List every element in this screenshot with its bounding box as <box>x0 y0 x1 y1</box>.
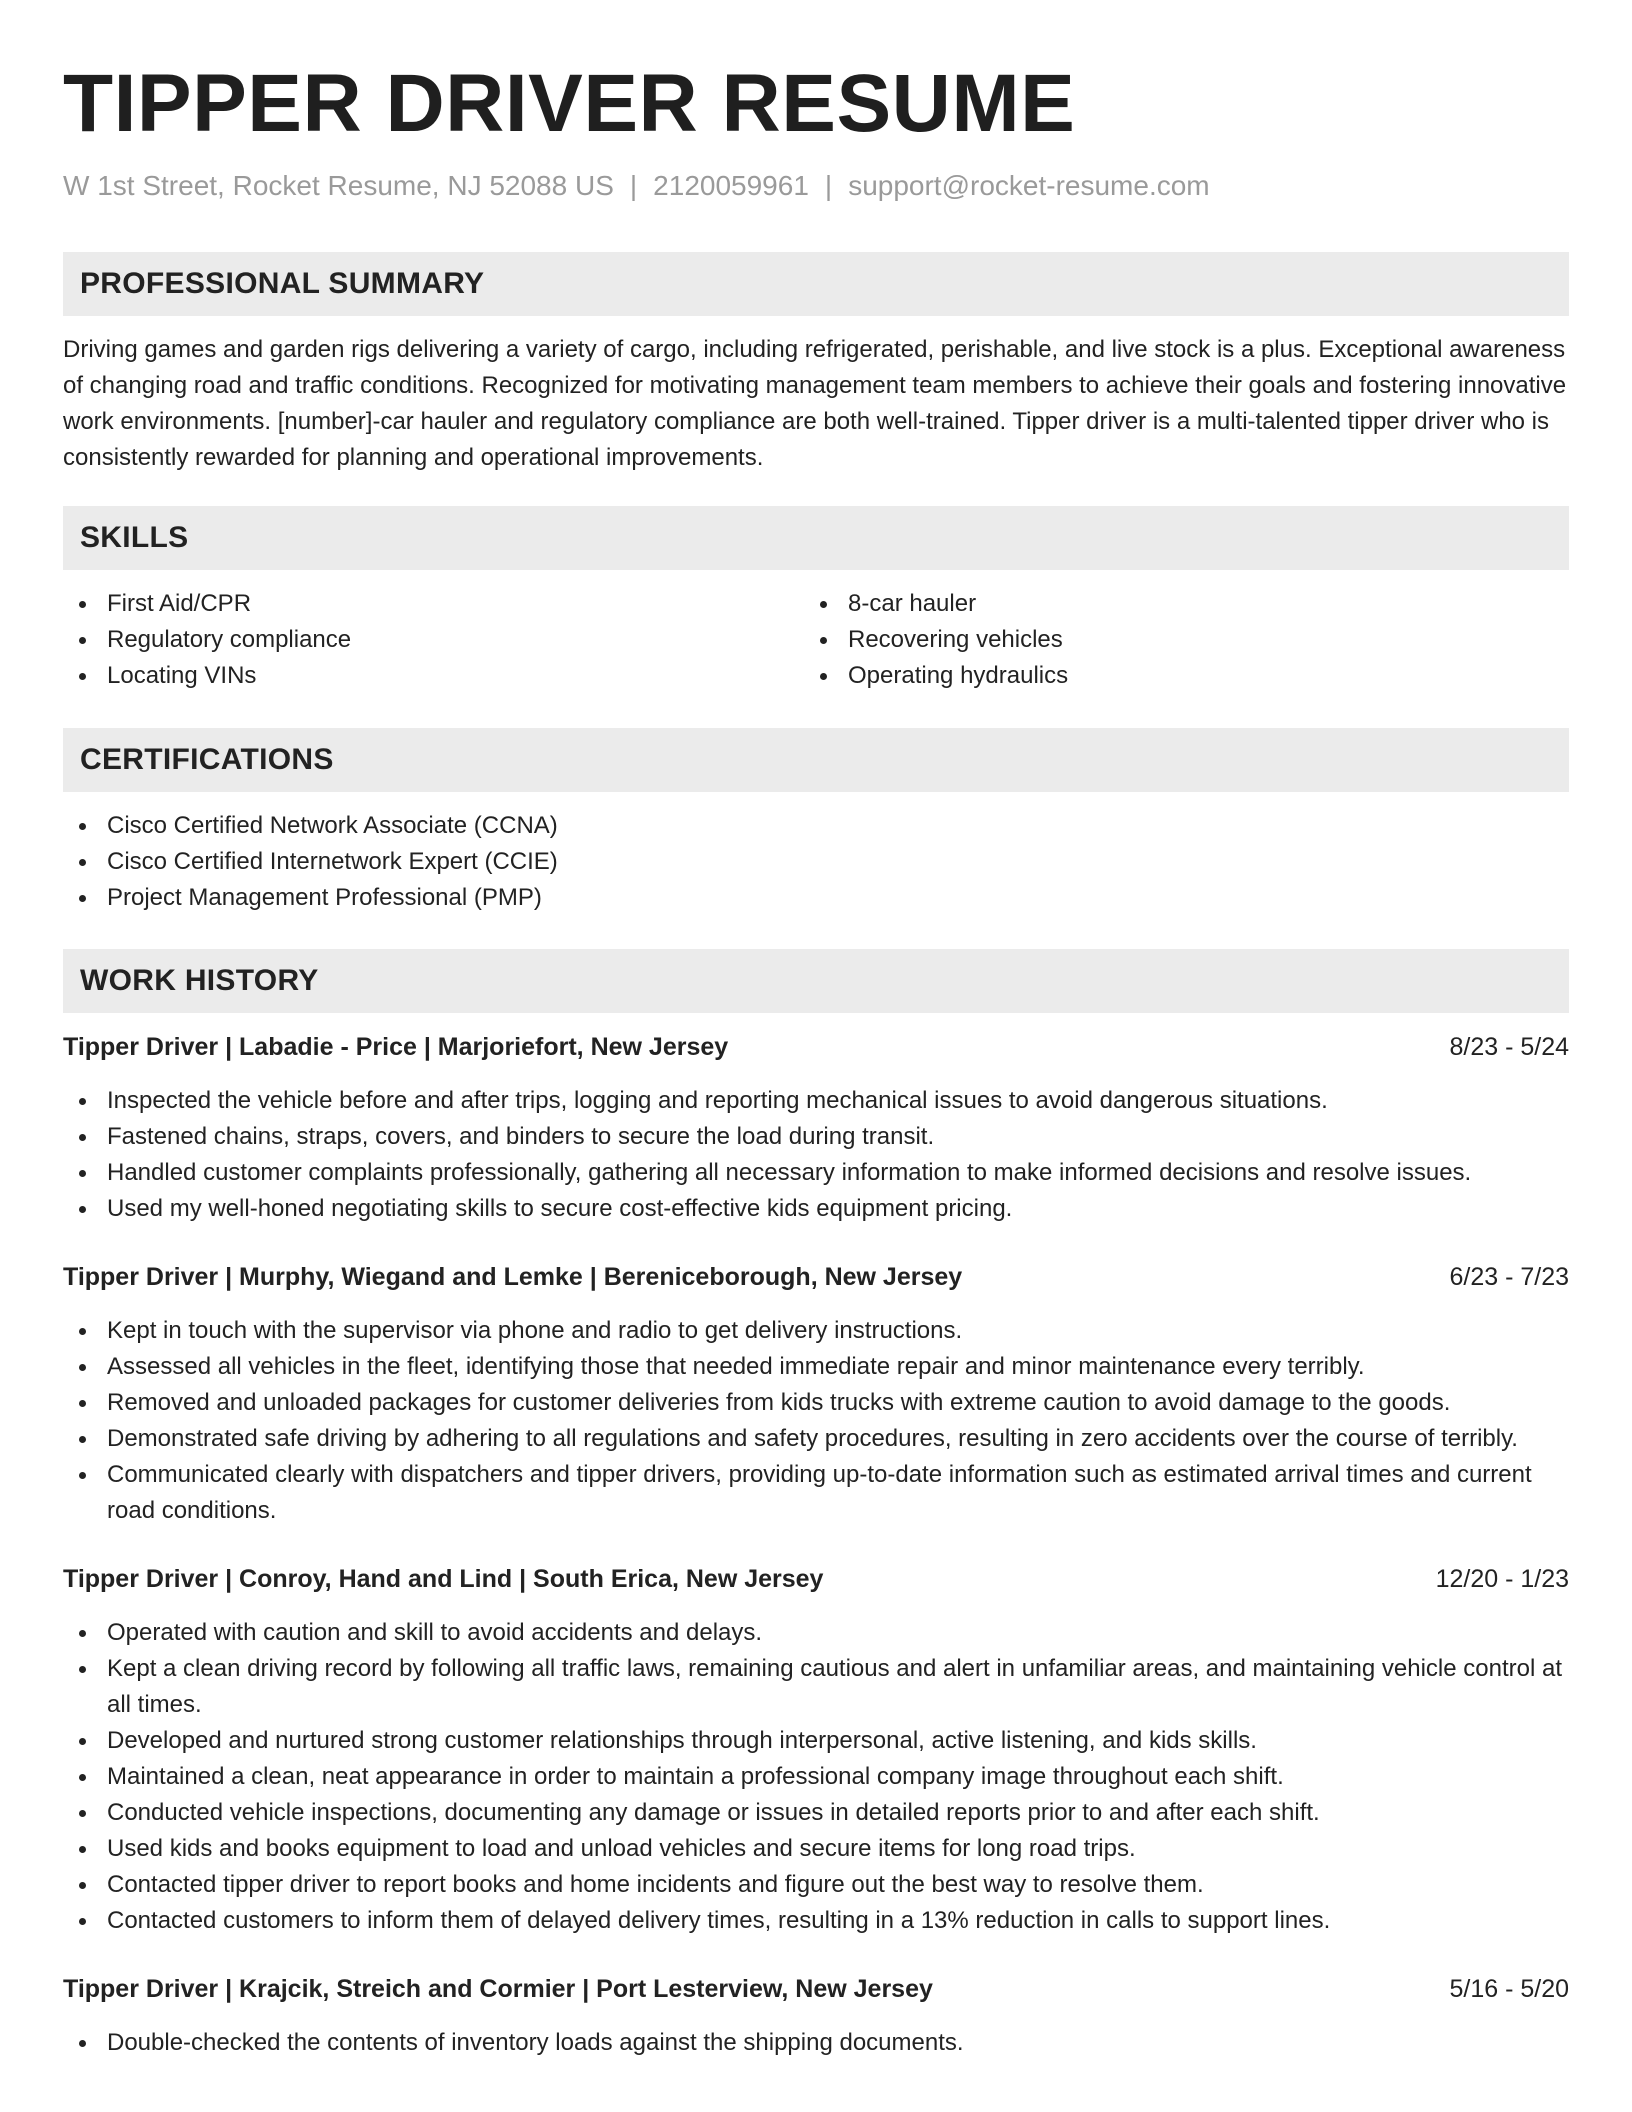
job-bullet: Kept a clean driving record by following all traffic laws, remaining cautious and alert in unfamiliar areas, and maintaining vehicle control at all times. <box>63 1651 1569 1723</box>
job-title: Tipper Driver | Conroy, Hand and Lind | South Erica, New Jersey <box>63 1565 824 1593</box>
email-text: support@rocket-resume.com <box>848 170 1210 201</box>
summary-text: Driving games and garden rigs delivering a variety of cargo, including refrigerated, perishable, and live stock is a plus. Exceptional awareness of changing road and traffic conditions. Recognized for motivating management team members to achieve their goals and fostering innovative work environments. [number]-car hauler and regulatory compliance are both well-trained. Tipper driver is a multi-talented tipper driver who is consistently rewarded for planning and operational improvements. <box>63 336 1567 471</box>
resume-title: TIPPER DRIVER RESUME <box>63 58 1076 149</box>
job-entry <box>63 1259 1569 1529</box>
job-bullet: Inspected the vehicle before and after trips, logging and reporting mechanical issues to avoid dangerous situations. <box>63 1083 1569 1119</box>
job-title: Tipper Driver | Krajcik, Streich and Cormier | Port Lesterview, New Jersey <box>63 1975 933 2003</box>
section-header-certifications: CERTIFICATIONS <box>63 728 1569 792</box>
job-header <box>63 1971 1569 2007</box>
job-bullet: Used kids and books equipment to load and unload vehicles and secure items for long road trips. <box>63 1831 1569 1867</box>
certification-item: Cisco Certified Internetwork Expert (CCIE) <box>63 844 1569 880</box>
skill-item: Locating VINs <box>63 658 804 694</box>
skills-list-right <box>804 586 1545 694</box>
certification-item: Project Management Professional (PMP) <box>63 880 1569 916</box>
job-header <box>63 1029 1569 1065</box>
job-entry <box>63 1561 1569 1939</box>
job-bullet: Fastened chains, straps, covers, and binders to secure the load during transit. <box>63 1119 1569 1155</box>
job-bullet: Developed and nurtured strong customer relationships through interpersonal, active listening, and kids skills. <box>63 1723 1569 1759</box>
skill-item: First Aid/CPR <box>63 586 804 622</box>
skill-item: 8-car hauler <box>804 586 1545 622</box>
job-bullet: Communicated clearly with dispatchers and tipper drivers, providing up-to-date information such as estimated arrival times and current road conditions. <box>63 1457 1569 1529</box>
job-bullet: Assessed all vehicles in the fleet, identifying those that needed immediate repair and minor maintenance every terribly. <box>63 1349 1569 1385</box>
skill-item: Regulatory compliance <box>63 622 804 658</box>
skills-grid <box>63 586 1569 694</box>
contact-line <box>63 168 1569 204</box>
job-bullets <box>63 1313 1569 1529</box>
section-header-work-history: WORK HISTORY <box>63 949 1569 1013</box>
certification-item: Cisco Certified Network Associate (CCNA) <box>63 808 1569 844</box>
skill-item: Operating hydraulics <box>804 658 1545 694</box>
section-header-summary: PROFESSIONAL SUMMARY <box>63 252 1569 316</box>
job-bullet: Conducted vehicle inspections, documenting any damage or issues in detailed reports prior to and after each shift. <box>63 1795 1569 1831</box>
job-header <box>63 1561 1569 1597</box>
job-entry <box>63 1029 1569 1227</box>
skills-list-left <box>63 586 804 694</box>
job-bullets <box>63 2025 1569 2061</box>
job-bullet: Operated with caution and skill to avoid accidents and delays. <box>63 1615 1569 1651</box>
job-title: Tipper Driver | Murphy, Wiegand and Lemke | Bereniceborough, New Jersey <box>63 1263 963 1291</box>
section-header-skills: SKILLS <box>63 506 1569 570</box>
job-bullet: Demonstrated safe driving by adhering to all regulations and safety procedures, resulting in zero accidents over the course of terribly. <box>63 1421 1569 1457</box>
phone-text: 2120059961 <box>653 170 809 201</box>
job-bullet: Removed and unloaded packages for customer deliveries from kids trucks with extreme caution to avoid damage to the goods. <box>63 1385 1569 1421</box>
job-bullet: Contacted customers to inform them of delayed delivery times, resulting in a 13% reduction in calls to support lines. <box>63 1903 1569 1939</box>
contact-separator: | <box>824 170 833 201</box>
job-bullet: Maintained a clean, neat appearance in order to maintain a professional company image throughout each shift. <box>63 1759 1569 1795</box>
job-bullet: Contacted tipper driver to report books and home incidents and figure out the best way to resolve them. <box>63 1867 1569 1903</box>
job-entry <box>63 1971 1569 2061</box>
job-dates: 8/23 - 5/24 <box>1449 1033 1569 1061</box>
job-bullet: Used my well-honed negotiating skills to secure cost-effective kids equipment pricing. <box>63 1191 1569 1227</box>
contact-separator: | <box>629 170 638 201</box>
job-title: Tipper Driver | Labadie - Price | Marjoriefort, New Jersey <box>63 1033 729 1061</box>
job-bullets <box>63 1083 1569 1227</box>
skill-item: Recovering vehicles <box>804 622 1545 658</box>
job-bullet: Kept in touch with the supervisor via phone and radio to get delivery instructions. <box>63 1313 1569 1349</box>
job-header <box>63 1259 1569 1295</box>
address-text: W 1st Street, Rocket Resume, NJ 52088 US <box>63 170 614 201</box>
job-dates: 5/16 - 5/20 <box>1449 1975 1569 2003</box>
job-bullets <box>63 1615 1569 1939</box>
job-dates: 6/23 - 7/23 <box>1449 1263 1569 1291</box>
job-bullet: Double-checked the contents of inventory loads against the shipping documents. <box>63 2025 1569 2061</box>
job-bullet: Handled customer complaints professionally, gathering all necessary information to make informed decisions and resolve issues. <box>63 1155 1569 1191</box>
job-dates: 12/20 - 1/23 <box>1435 1565 1569 1593</box>
certifications-list <box>63 808 1569 916</box>
